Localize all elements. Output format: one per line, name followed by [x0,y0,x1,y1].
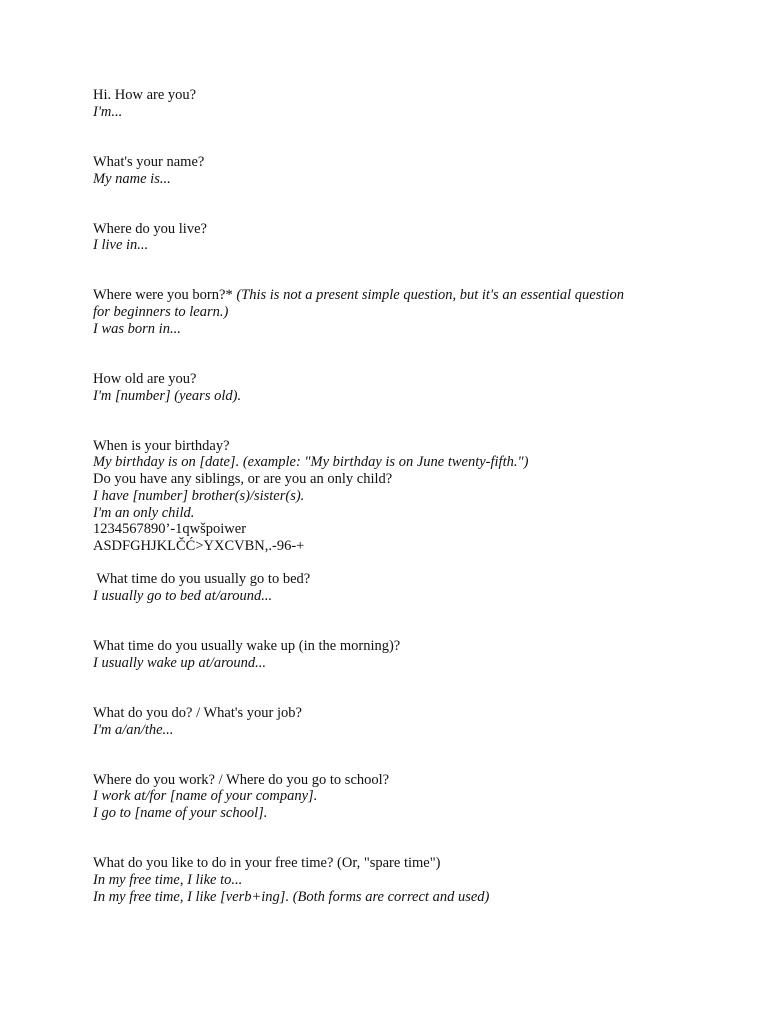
question-text: Where were you born?* [93,287,233,304]
spacer [93,822,693,855]
answer-text: I'm an only child. [93,504,195,521]
question-text: Do you have any siblings, or are you an only child? [93,471,393,488]
answer-text: I go to [name of your school]. [93,805,268,822]
typed-text: 1234567890’-1qwšpoiwer [93,521,247,538]
answer-text: I live in... [93,237,149,254]
spacer [93,187,693,220]
question-text: What time do you usually wake up (in the morning)? [93,638,401,655]
document-page [93,87,693,905]
spacer [93,120,693,153]
answer-text: I work at/for [name of your company]. [93,788,318,805]
note-text: (This is not a present simple question, but it's an essential question [232,287,624,304]
question-text: What do you like to do in your free time? (Or, "spare time") [93,855,441,872]
spacer [93,338,693,371]
answer-text: My name is... [93,170,171,187]
answer-text: In my free time, I like to... [93,871,243,888]
question-text: Hi. How are you? [93,87,197,103]
question-text: How old are you? [93,370,197,387]
answer-text: I'm [number] (years old). [93,387,242,404]
spacer [93,404,693,437]
note-text: for beginners to learn.) [93,304,229,321]
answer-text: I usually go to bed at/around... [93,588,273,604]
question-text: Where do you live? [93,220,207,237]
spacer [93,605,693,638]
answer-text: In my free time, I like [verb+ing]. (Both forms are correct and used) [93,888,490,905]
typed-text: ASDFGHJKLČĆ>YXCVBN,.-96-+ [93,537,305,554]
question-text: When is your birthday? [93,437,230,454]
question-text: Where do you work? / Where do you go to school? [93,771,390,788]
answer-text: I'm a/an/the... [93,721,174,738]
question-with-note [93,287,693,304]
answer-text: I'm... [93,103,123,120]
question-text: What's your name? [93,153,205,170]
answer-text: I was born in... [93,320,181,337]
spacer [93,672,693,705]
question-text: What time do you usually go to bed? [93,571,311,588]
answer-text: I have [number] brother(s)/sister(s). [93,487,305,504]
spacer [93,738,693,771]
spacer [93,555,693,572]
question-text: What do you do? / What's your job? [93,704,302,721]
answer-text: My birthday is on [date]. (example: "My birthday is on June twenty-fifth.") [93,454,529,471]
spacer [93,254,693,287]
answer-text: I usually wake up at/around... [93,654,267,671]
